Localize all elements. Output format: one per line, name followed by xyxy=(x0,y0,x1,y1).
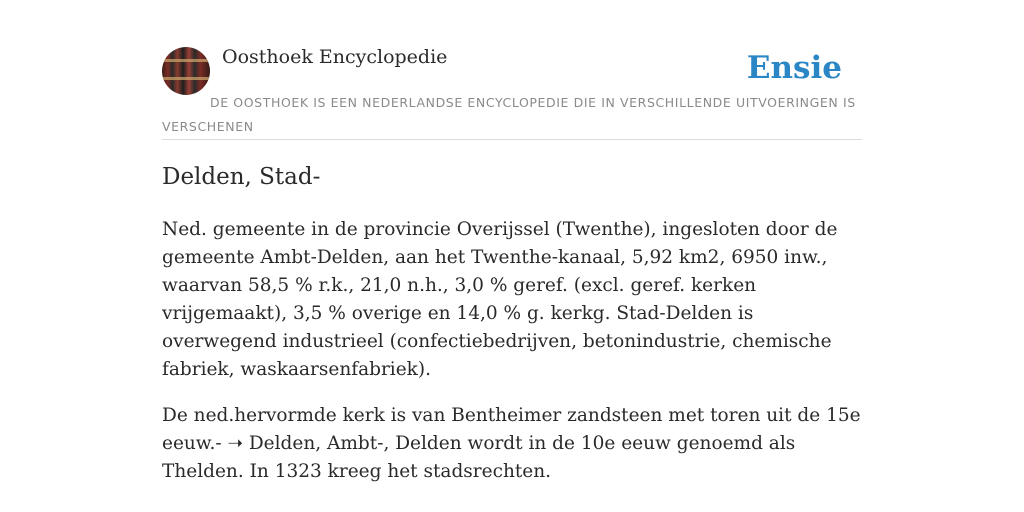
encyclopedia-books-avatar[interactable] xyxy=(162,47,210,95)
site-name-link[interactable]: Oosthoek Encyclopedie xyxy=(222,46,448,68)
header xyxy=(162,46,862,140)
article-title: Delden, Stad- xyxy=(162,164,321,190)
ensie-logo-link[interactable]: Ensie xyxy=(746,50,842,86)
header-divider xyxy=(162,139,862,140)
article-paragraph-2: De ned.hervormde kerk is van Bentheimer zandsteen met toren uit de 15e eeuw.- ➝ Delden, Ambt-, Delden wordt in de 10e eeuw genoemd als Thelden. In 1323 kreeg het stadsrechten. xyxy=(162,405,861,482)
article-paragraph-1: Ned. gemeente in de provincie Overijssel (Twenthe), ingesloten door de gemeente Ambt-Delden, aan het Twenthe-kanaal, 5,92 km2, 6950 inw., waarvan 58,5 % r.k., 21,0 n.h., 3,0 % geref. (excl. geref. kerken vrijgemaakt), 3,5 % overige en 14,0 % g. kerkg. Stad-Delden is overwegend industrieel (confectiebedrijven, betonindustrie, chemische fabriek, waskaarsenfabriek). xyxy=(162,219,838,380)
article-content xyxy=(162,216,862,504)
site-subtitle: DE OOSTHOEK IS EEN NEDERLANDSE ENCYCLOPEDIE DIE IN VERSCHILLENDE UITVOERINGEN IS VERSCHENEN xyxy=(162,95,856,134)
